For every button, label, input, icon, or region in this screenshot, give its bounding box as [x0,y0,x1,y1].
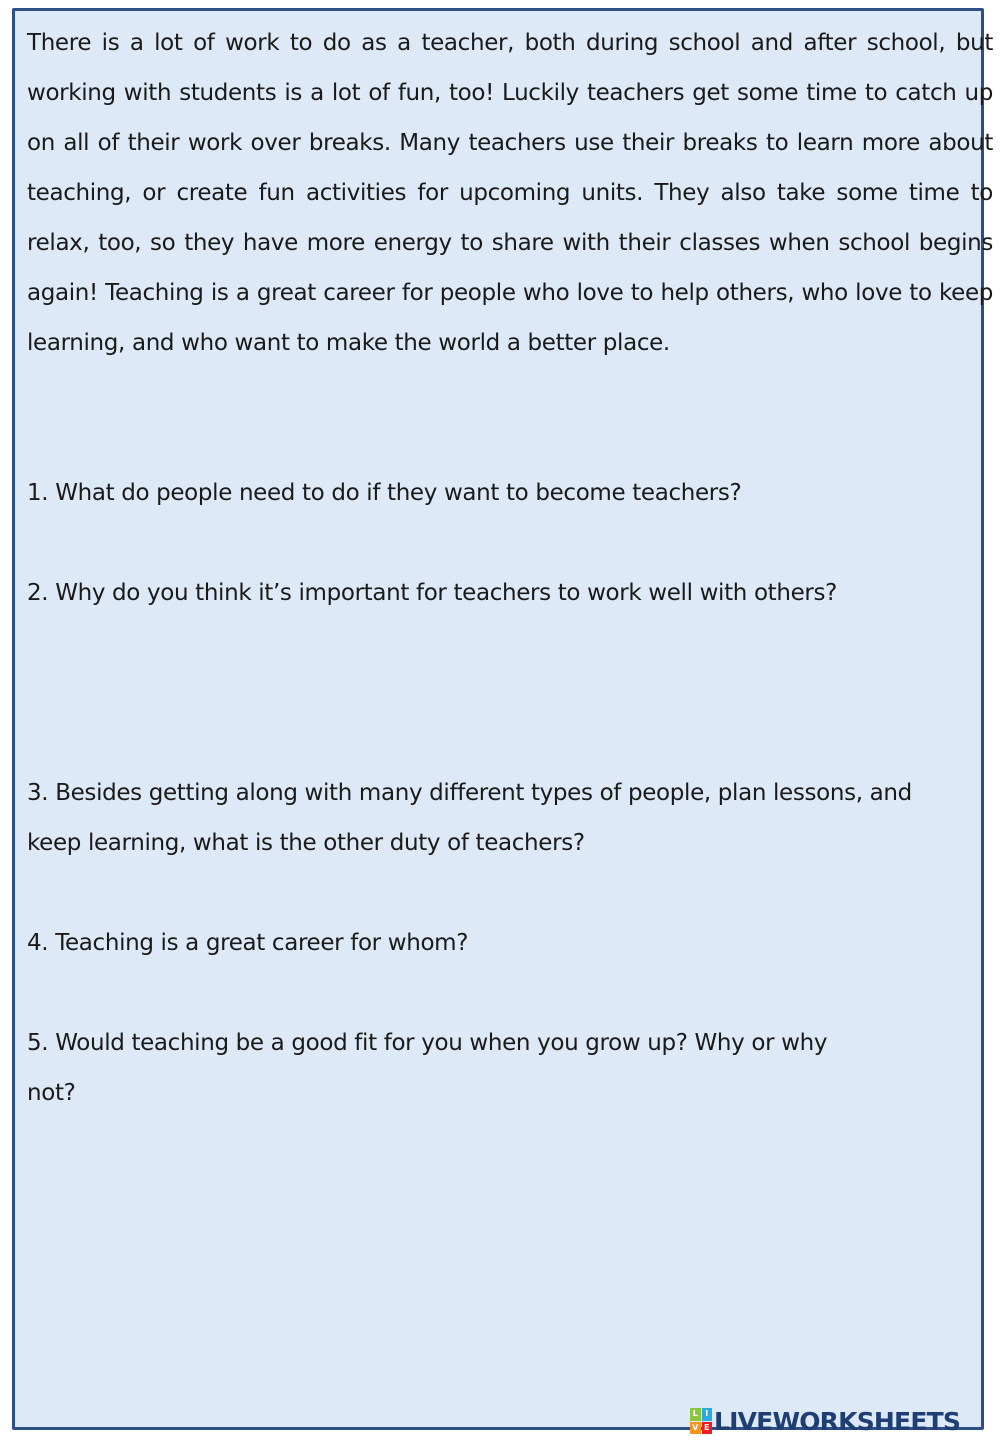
question-5: 5. Would teaching be a good fit for you when you grow up? Why or why not? [27,1030,828,1106]
logo-wordmark: LIVEWORKSHEETS [714,1406,961,1436]
logo-icon-cell: V [690,1422,701,1435]
liveworksheets-logo-icon [690,1408,712,1434]
logo-icon-cell: E [702,1422,713,1435]
reading-passage: There is a lot of work to do as a teacher, both during school and after school, but working with students is a lot of fun, too! Luckily teachers get some time to catch up on all of their work over breaks. Many teachers use their breaks to learn more about teaching, or create fun activities for upcoming units. They also take some time to relax, too, so they have more energy to share with their classes when school begins again! Teaching is a great career for people who love to help others, who love to keep learning, and who want to make the world a better place. [27,30,993,356]
question-2: 2. Why do you think it’s important for teachers to work well with others? [27,580,837,606]
question-4: 4. Teaching is a great career for whom? [27,930,469,956]
question-3: 3. Besides getting along with many different types of people, plan lessons, and keep learning, what is the other duty of teachers? [27,780,912,856]
liveworksheets-logo [690,1404,960,1438]
logo-icon-cell: L [690,1408,701,1421]
question-1: 1. What do people need to do if they want to become teachers? [27,480,742,506]
logo-icon-cell: I [702,1408,713,1421]
